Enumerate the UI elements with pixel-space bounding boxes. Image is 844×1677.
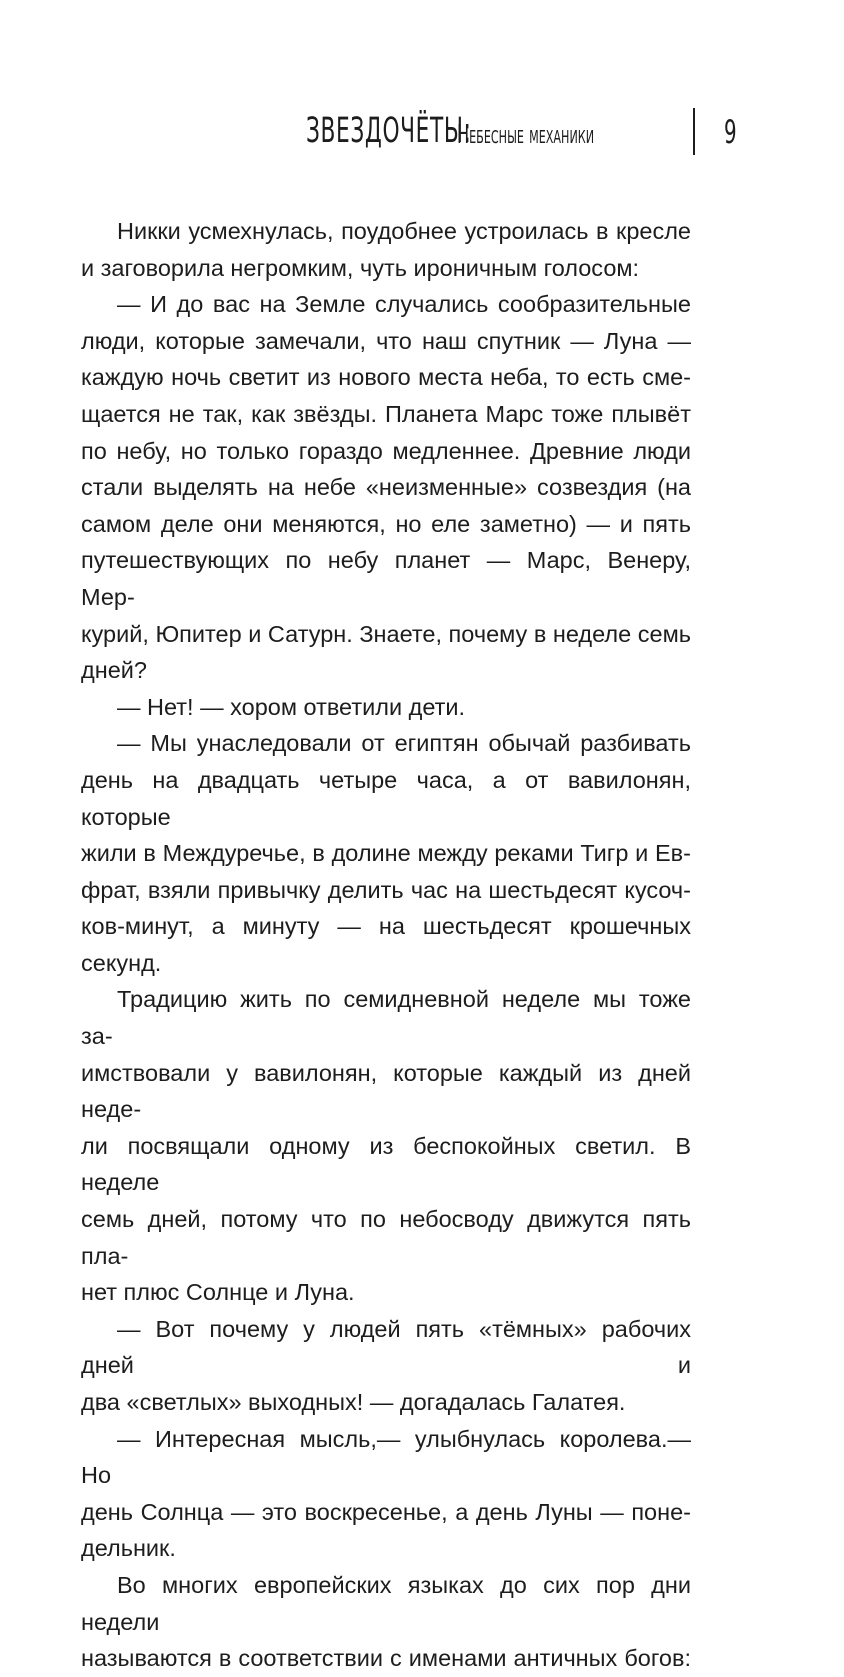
text-line: Никки усмехнулась, поудобнее устроилась в кресле [117, 218, 691, 244]
text-line: день Солнца — это воскресенье, а день Луны — поне- [81, 1498, 691, 1525]
text-line: — Нет! — хором ответили дети. [117, 693, 466, 720]
text-line: Традицию жить по семидневной неделе мы тоже за- [81, 986, 691, 1050]
text-line: каждую ночь светит из нового места неба, то есть сме- [81, 364, 691, 391]
text-line: семь дней, потому что по небосводу движутся пять пла- [81, 1206, 691, 1269]
running-header [300, 108, 770, 158]
text-line: — Вот почему у людей пять «тёмных» рабочих дней и [81, 1315, 691, 1379]
text-line: путешествующих по небу планет — Марс, Венеру, Мер- [81, 547, 691, 610]
text-line: имствовали у вавилонян, которые каждый из дней неде- [81, 1059, 691, 1123]
text-line: щается не так, как звёзды. Планета Марс тоже плывёт [81, 400, 691, 427]
text-line: — И до вас на Земле случались сообразительные [117, 291, 691, 318]
text-line: по небу, но только гораздо медленнее. Древние люди [81, 437, 691, 464]
text-line: — Мы унаследовали от египтян обычай разбивать [117, 730, 691, 757]
text-line: курий, Юпитер и Сатурн. Знаете, почему в неделе семь [81, 620, 691, 647]
text-line: два «светлых» выходных! — догадалась Галатея. [81, 1389, 626, 1415]
text-line: дней? [81, 657, 147, 684]
text-line: фрат, взяли привычку делить час на шестьдесят кусоч- [81, 876, 691, 903]
header-series-title: ЗВЕЗДОЧЁТЫ: [306, 111, 472, 151]
text-line: Во многих европейских языках до сих пор дни недели [81, 1571, 691, 1635]
page-number: 9 [724, 113, 737, 151]
body-text [81, 213, 691, 1677]
text-line: день на двадцать четыре часа, а от вавилонян, которые [81, 766, 691, 830]
text-line: люди, которые замечали, что наш спутник — Луна — [81, 327, 691, 354]
text-line: дельник. [81, 1535, 176, 1562]
text-line: нет плюс Солнце и Луна. [81, 1279, 355, 1306]
header-subtitle: Небесные механики [457, 120, 595, 150]
text-line: ков-минут, а минуту — на шестьдесят крошечных секунд. [81, 913, 691, 976]
text-line: — Интересная мысль,— улыбнулась королева.— Но [81, 1425, 691, 1489]
text-line: жили в Междуречье, в долине между реками Тигр и Ев- [81, 840, 691, 867]
text-line: ли посвящали одному из беспокойных светил. В неделе [81, 1132, 691, 1196]
header-divider [693, 108, 695, 155]
text-line: самом деле они меняются, но еле заметно) — и пять [81, 510, 691, 537]
text-line: и заговорила негромким, чуть ироничным голосом: [81, 254, 640, 281]
text-line: называются в соответствии с именами античных богов: [81, 1645, 691, 1672]
text-line: стали выделять на небе «неизменные» созвездия (на [81, 474, 691, 501]
